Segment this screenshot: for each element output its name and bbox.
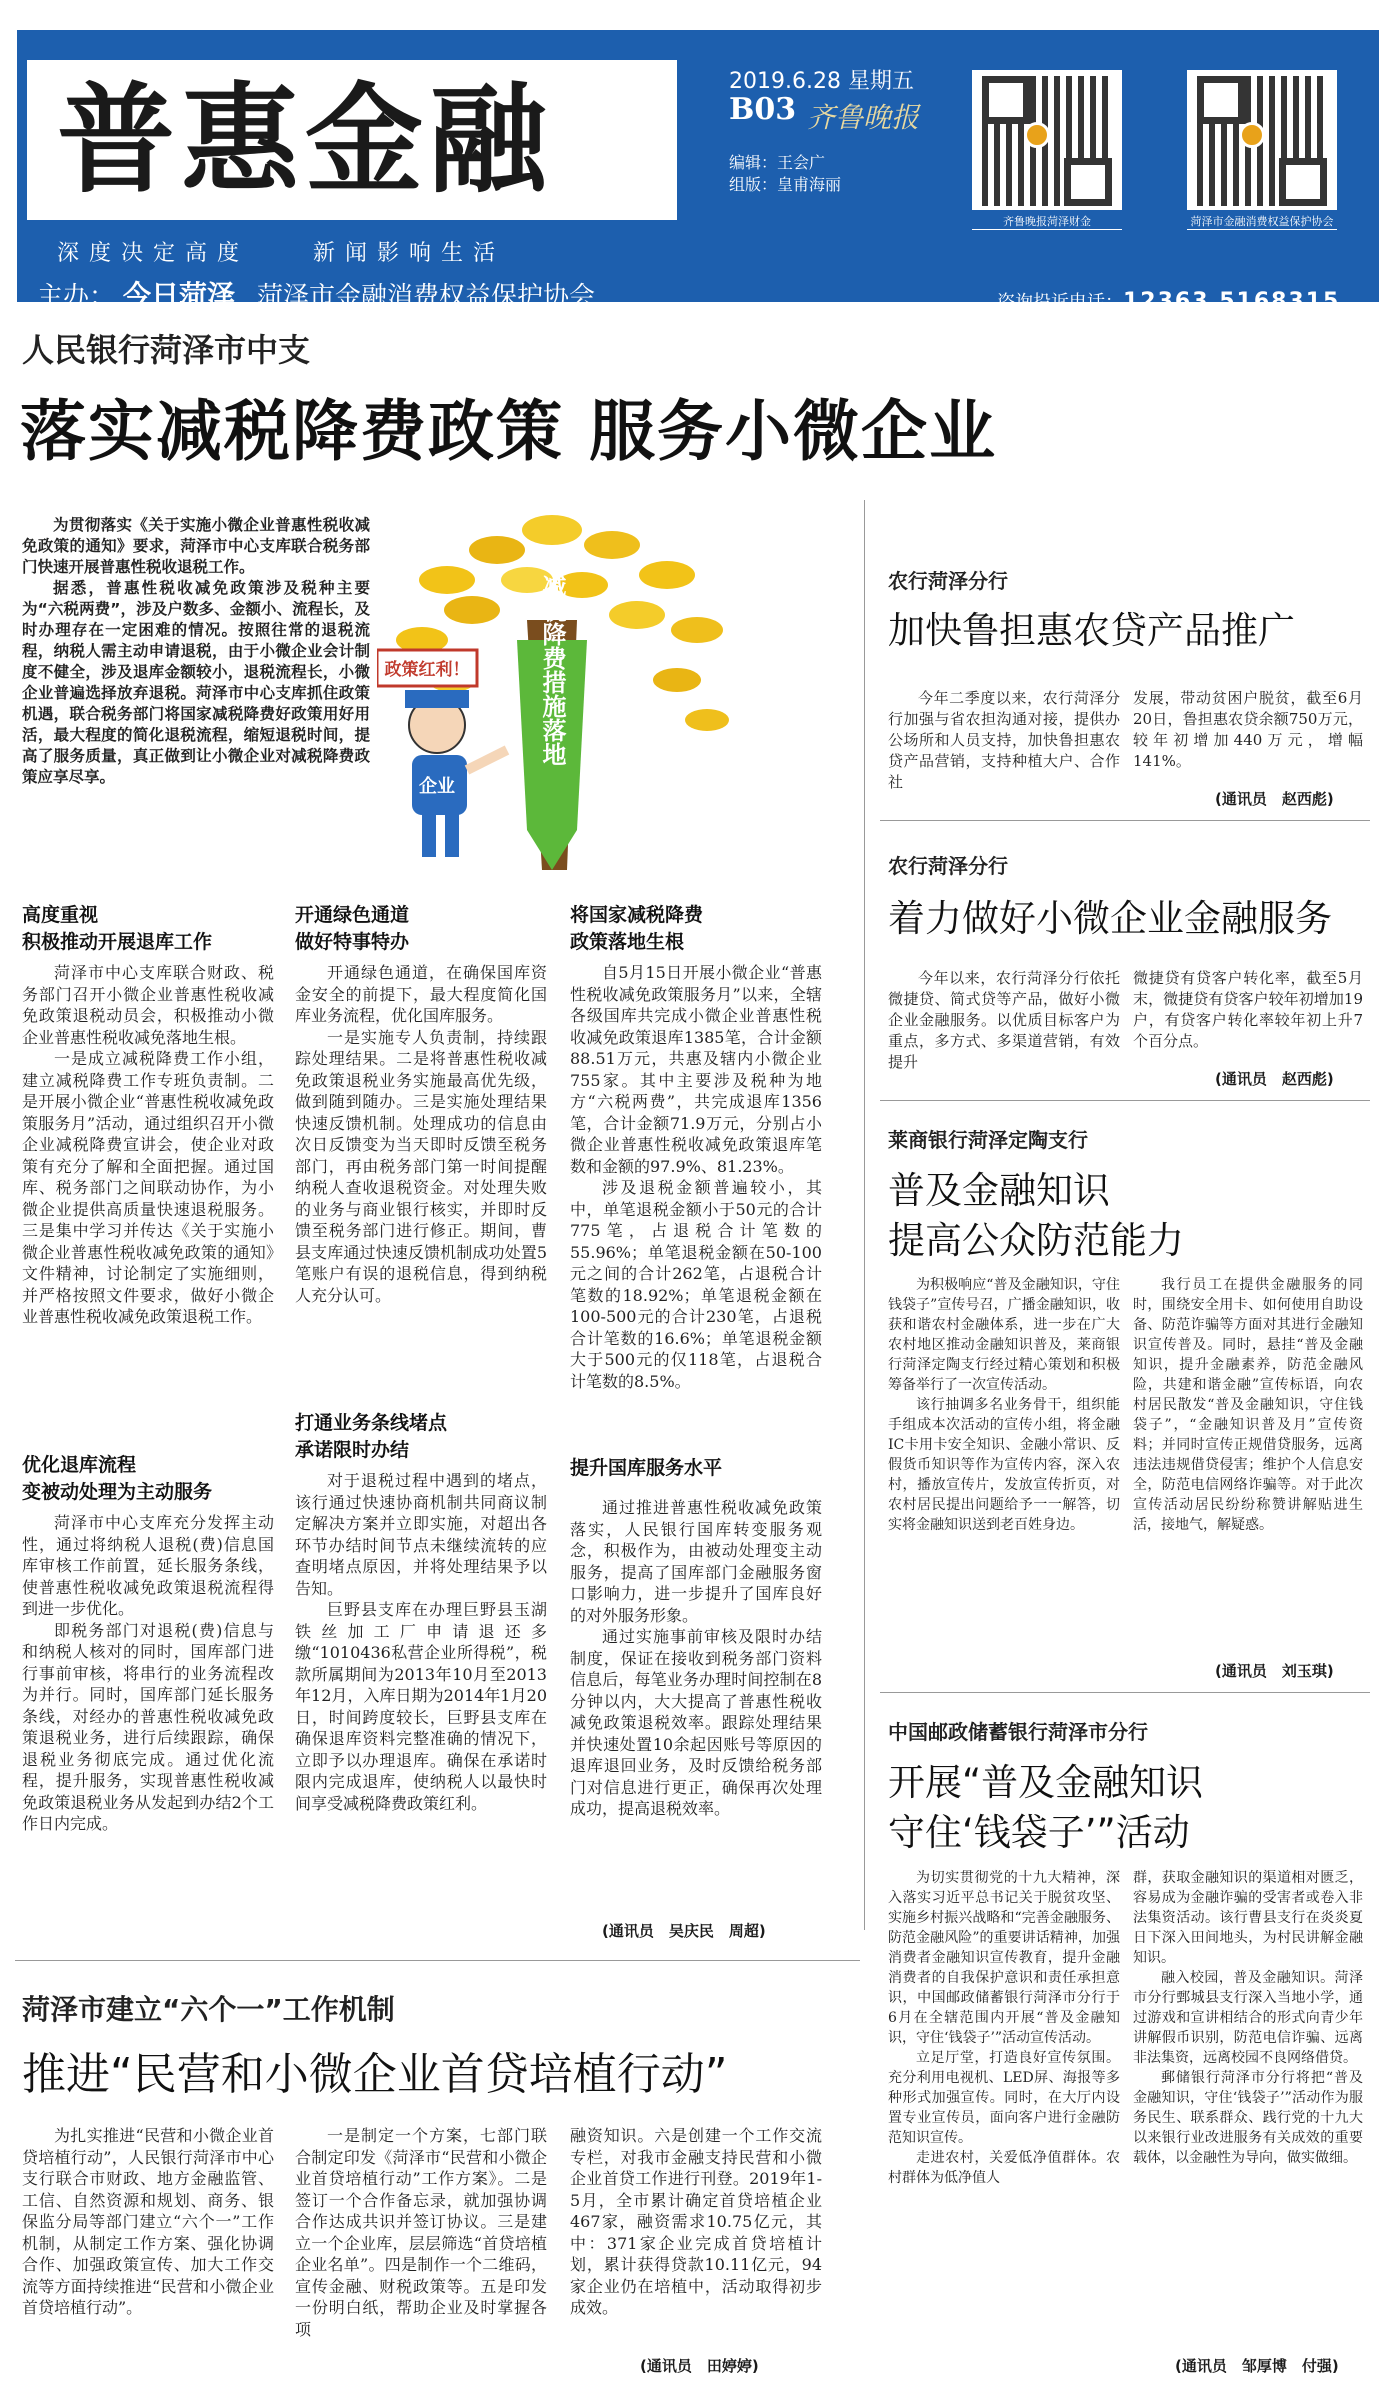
- enterprise-label: 企业: [419, 776, 455, 797]
- paragraph: 今年二季度以来，农行菏泽分行加强与省农担沟通对接，提供办公场所和人员支持，加快鲁担惠农贷产品营销，支持种植大户、合作社: [888, 689, 1120, 791]
- paragraph: 对于退税过程中遇到的堵点，该行通过快速协商机制共同商议制定解决方案并立即实施，对超出各环节办结时间节点未继续流转的应查明堵点原因，并将处理结果予以告知。: [295, 1471, 547, 1598]
- qr-caption-2: 菏泽市金融消费权益保护协会: [1187, 210, 1337, 229]
- bottom-col1: [22, 2125, 274, 2319]
- enterprise-figure: [405, 690, 507, 857]
- heading-line: 打通业务条线堵点: [295, 1412, 448, 1434]
- lead-col1-text2: [22, 1512, 274, 1835]
- paragraph: 为切实贯彻党的十九大精神，深入落实习近平总书记关于脱贫攻坚、实施乡村振兴战略和“完善金融服务、防范金融风险”的重要讲话精神，加强消费者金融知识宣传教育，提升金融消费者的自我保护意识和责任承担意识，中国邮政储蓄银行菏泽市分行于6月在全辖范围内开展“普及金融知识，守住‘钱袋子’”活动宣传活动。: [888, 1870, 1120, 2046]
- issue-date: 2019.6.28 星期五: [729, 69, 914, 94]
- a1-text-left: [888, 688, 1120, 793]
- paragraph: 一是制定一个方案，七部门联合制定印发《菏泽市“民营和小微企业首贷培植行动”工作方案》。二是签订一个合作备忘录，就加强协调合作达成共识并签订协议。三是建立一个企业库，层层筛选“首贷培植企业名单”。四是制作一个二维码，宣传金融、财税政策等。五是印发一份明白纸，帮助企业及时掌握各项: [295, 2126, 547, 2339]
- hotline: [997, 288, 1340, 314]
- bottom-headline: 推进“民营和小微企业首贷培植行动”: [22, 2049, 728, 2100]
- masthead: [17, 30, 1379, 314]
- article-divider: [880, 1692, 1370, 1693]
- a3-text-left: [888, 1275, 1120, 1535]
- a4-text-right: [1133, 1868, 1363, 2168]
- tax-cut-illustration: [377, 500, 737, 880]
- layout-editor: 组版：皇甫海丽: [729, 175, 842, 194]
- qr-logo-icon: [1024, 122, 1050, 148]
- paragraph: 通过推进普惠性税收减免政策落实，人民银行国库转变服务观念，积极作为，由被动处理变主动服务，提高了国库部门金融服务窗口影响力，进一步提升了国库良好的对外服务形象。: [570, 1498, 822, 1625]
- a3-headline-2: 提高公众防范能力: [888, 1219, 1184, 1262]
- a2-kicker: 农行菏泽分行: [888, 854, 1008, 878]
- paragraph: 开通绿色通道，在确保国库资金安全的前提下，最大程度简化国库业务流程，优化国库服务。: [295, 963, 547, 1025]
- column-divider: [864, 500, 865, 1930]
- lead-col3-text2: [570, 1497, 822, 1820]
- lead-intro: [22, 515, 370, 788]
- lead-intro-p2: 据悉，普惠性税收减免政策涉及税种主要为“六税两费”，涉及户数多、金额小、流程长，及时办理存在一定困难的情况。按照往常的退税流程，纳税人需主动申请退税，由于小微企业会计制度不健全，涉及退库金额较小，退税流程长，小微企业普遍选择放弃退税。菏泽市中心支库抓住政策机遇，联合税务部门将国家减税降费好政策用好用活，最大程度的简化退税流程，缩短退税时间，提高了服务质量，真正做到让小微企业对减税降费政策应享尽享。: [22, 579, 370, 786]
- a3-text-right: [1133, 1275, 1363, 1535]
- a2-text-right: [1133, 968, 1363, 1052]
- slogan: 深度决定高度 新闻影响生活: [57, 241, 506, 266]
- host-label: 主办：: [37, 282, 116, 312]
- lead-col3-heading2: [570, 1455, 830, 1482]
- a1-text-right: [1133, 688, 1363, 772]
- paragraph: 群，获取金融知识的渠道相对匮乏，容易成为金融诈骗的受害者或卷入非法集资活动。该行曹县支行在炎炎夏日下深入田间地头，为村民讲解金融知识。: [1133, 1870, 1363, 1966]
- paragraph: 为积极响应“普及金融知识，守住钱袋子”宣传号召，广播金融知识，收获和谐农村金融体系，进一步在广大农村地区推动金融知识普及，莱商银行菏泽定陶支行经过精心策划和积极筹备举行了一次宣传活动。: [888, 1277, 1120, 1393]
- heading-line: 积极推动开展退库工作: [22, 931, 213, 953]
- bottom-byline: (通讯员 田婷婷): [640, 2357, 759, 2375]
- host-brand: 今日菏泽: [123, 279, 236, 312]
- hotline-label: 咨询投诉电话：: [997, 292, 1123, 313]
- paragraph: 即税务部门对退税(费)信息与和纳税人核对的同时，国库部门进行事前审核，将串行的业务流程改为并行。同时，国库部门延长服务条线，对经办的普惠性税收减免政策退税业务，进行后续跟踪，确保退税业务彻底完成。通过优化流程，提升服务，实现普惠性税收减免政策退税业务从发起到办结2个工作日内完成。: [22, 1620, 274, 1833]
- article-divider: [880, 1100, 1370, 1101]
- heading-line: 将国家减税降费: [570, 904, 704, 926]
- lead-col1-heading2: [22, 1452, 282, 1506]
- qr-caption-1: 齐鲁晚报菏泽财金: [972, 210, 1122, 229]
- paragraph: 巨野县支库在办理巨野县玉湖铁丝加工厂申请退还多缴“1010436私营企业所得税”，税款所属期间为2013年10月至2013年12月，入库日期为2014年1月20日，时间跨度较长，巨野县支库在确保退库资料完整准确的情况下，立即予以办理退库。确保在承诺时限内完成退库，使纳税人以最快时间享受减税降费政策红利。: [295, 1600, 547, 1813]
- heading-line: 政策落地生根: [570, 931, 685, 953]
- paragraph: 该行抽调多名业务骨干，组织能手组成本次活动的宣传小组，将金融IC卡用卡安全知识、金融小常识、反假货币知识等作为宣传内容，深入农村，播放宣传片，发放宣传折页，对农村居民提出问题给予一一解答，切实将金融知识送到老百姓身边。: [888, 1397, 1120, 1533]
- paragraph: 立足厅堂，打造良好宣传氛围。充分利用电视机、LED屏、海报等多种形式加强宣传。同时，在大厅内设置专业宣传员，面向客户进行金融防范知识宣传。: [888, 2050, 1120, 2146]
- paragraph: 菏泽市中心支库联合财政、税务部门召开小微企业普惠性税收减免政策退税动员会，积极推动小微企业普惠性税收减免落地生根。: [22, 963, 274, 1047]
- paragraph: 一是成立减税降费工作小组，建立减税降费工作专班负责制。二是开展小微企业“普惠性税收减免政策服务月”活动，通过组织召开小微企业减税降费宣讲会，使企业对政策有充分了解和全面把握。通过国库、税务部门之间联动协作，为小微企业提供高质量快速退税服务。三是集中学习并传达《关于实施小微企业普惠性税收减免政策的通知》文件精神，讨论制定了实施细则，并严格按照文件要求，做好小微企业普惠性税收减免政策退税工作。: [22, 1049, 274, 1326]
- a1-headline: 加快鲁担惠农贷产品推广: [888, 609, 1295, 652]
- a1-kicker: 农行菏泽分行: [888, 569, 1008, 593]
- paragraph: 融资知识。六是创建一个工作交流专栏，对我市金融支持民营和小微企业首贷工作进行刊登。2019年1-5月，全市累计确定首贷培植企业467家，融资需求10.75亿元，其中：371家企业完成首贷培植计划，累计获得贷款10.11亿元，94家企业仍在培植中，活动取得初步成效。: [570, 2126, 822, 2317]
- lead-col2-heading2: [295, 1410, 555, 1464]
- lead-intro-p1: 为贯彻落实《关于实施小微企业普惠性税收减免政策的通知》要求，菏泽市中心支库联合税务部门快速开展普惠性税收退税工作。: [22, 516, 370, 576]
- paragraph: 通过实施事前审核及限时办结制度，保证在接收到税务部门资料信息后，每笔业务办理时间控制在8分钟以内，大大提高了普惠性税收减免政策退税效率。跟踪处理结果并快速处置10余起因账号等原因的退库退回业务，及时反馈给税务部门对信息进行更正，确保再次处理成功，提高退税效率。: [570, 1627, 822, 1818]
- paper-name: 齐鲁晚报: [807, 101, 920, 134]
- lead-col2-text1: [295, 962, 547, 1306]
- a4-text-left: [888, 1868, 1120, 2188]
- paragraph: 为扎实推进“民营和小微企业首贷培植行动”，人民银行菏泽市中心支行联合市财政、地方金融监管、工信、自然资源和规划、商务、银保监分局等部门建立“六个一”工作机制，从制定工作方案、强化协调合作、加强政策宣传、加大工作交流等方面持续推进“民营和小微企业首贷培植行动”。: [22, 2126, 274, 2317]
- paragraph: 菏泽市中心支库充分发挥主动性，通过将纳税人退税(费)信息国库审核工作前置，延长服务条线，使普惠性税收减免政策退税流程得到进一步优化。: [22, 1513, 274, 1618]
- lead-col1-heading1: [22, 902, 282, 956]
- qr-logo-icon: [1239, 122, 1265, 148]
- a2-text-left: [888, 968, 1120, 1073]
- heading-line: 开通绿色通道: [295, 904, 410, 926]
- bottom-col2: [295, 2125, 547, 2340]
- a4-headline-2: 守住‘钱袋子’”活动: [888, 1811, 1190, 1854]
- lead-col2-heading1: [295, 902, 555, 956]
- heading-line: 优化退库流程: [22, 1454, 137, 1476]
- a3-kicker: 莱商银行菏泽定陶支行: [888, 1128, 1088, 1152]
- lead-col2-text2: [295, 1470, 547, 1814]
- paragraph: 发展，带动贫困户脱贫，截至6月20日，鲁担惠农贷余额750万元，较年初增加440万元，增幅141%。: [1133, 689, 1363, 770]
- qr-code-2[interactable]: [1187, 70, 1337, 230]
- qr-code-1[interactable]: [972, 70, 1122, 230]
- heading-line: 做好特事特办: [295, 931, 410, 953]
- heading-line: 高度重视: [22, 904, 99, 926]
- tree-text: 减税降费措施落地: [538, 574, 566, 766]
- heading-line: 承诺限时办结: [295, 1439, 410, 1461]
- heading-line: 变被动处理为主动服务: [22, 1481, 213, 1503]
- lead-byline: (通讯员 吴庆民 周超): [602, 1922, 766, 1940]
- lead-headline: 落实减税降费政策 服务小微企业: [20, 393, 997, 470]
- lead-col3-heading1: [570, 902, 830, 956]
- article-divider: [880, 820, 1370, 821]
- a1-byline: (通讯员 赵西彪): [1215, 790, 1334, 808]
- a3-headline-1: 普及金融知识: [888, 1169, 1110, 1212]
- paragraph: 我行员工在提供金融服务的同时，围绕安全用卡、如何使用自助设备、防范诈骗等方面对其进行金融知识宣传普及。同时，悬挂“普及金融知识，提升金融素养，防范金融风险，共建和谐金融”宣传标语，向农村居民散发“普及金融知识，守住钱袋子”，“金融知识普及月”宣传资料；并同时宣传正规借贷服务，远离违法违规借贷侵害；维护个人信息安全，防范电信网络诈骗等。对于此次宣传活动居民纷纷称赞讲解贴进生活，接地气，解疑惑。: [1133, 1277, 1363, 1533]
- paragraph: 微捷贷有贷客户转化率，截至5月末，微捷贷有贷客户较年初增加19户，有贷客户转化率较年初上升7个百分点。: [1133, 969, 1363, 1050]
- lead-col1-text1: [22, 962, 274, 1328]
- paragraph: 融入校园，普及金融知识。菏泽市分行鄄城县支行深入当地小学，通过游戏和宣讲相结合的形式向青少年讲解假币识别，防范电信诈骗、远离非法集资，远离校园不良网络借贷。: [1133, 1970, 1363, 2066]
- a2-byline: (通讯员 赵西彪): [1215, 1070, 1334, 1088]
- paragraph: 自5月15日开展小微企业“普惠性税收减免政策服务月”以来，全辖各级国库共完成小微企业普惠性税收减免政策退库1385笔，合计金额88.51万元，共惠及辖内小微企业755家。其中主要涉及税种为地方“六税两费”，共完成退库1356笔，合计金额71.9万元，分别占小微企业普惠性税收减免政策退库笔数和金额的97.9%、81.23%。: [570, 963, 822, 1176]
- logo-box: [27, 60, 677, 220]
- heading-line: 提升国库服务水平: [570, 1457, 723, 1479]
- host-org: 菏泽市金融消费权益保护协会: [257, 282, 596, 312]
- a3-byline: (通讯员 刘玉琪): [1215, 1662, 1334, 1680]
- page-title: 普惠金融: [57, 70, 554, 209]
- paragraph: 涉及退税金额普遍较小，其中，单笔退税金额小于50元的合计775笔，占退税合计笔数的55.96%；单笔退税金额在50-100元之间的合计262笔，占退税合计笔数的18.92%；单笔退税金额在100-500元的合计230笔，占退税合计笔数的16.6%；单笔退税金额大于500元的仅118笔，占退税合计笔数的8.5%。: [570, 1178, 822, 1391]
- host-line: [37, 274, 595, 314]
- editor: 编辑：王会广: [729, 153, 826, 172]
- bottom-kicker: 菏泽市建立“六个一”工作机制: [22, 1993, 395, 2026]
- hotline-numbers: 12363 5168315: [1123, 289, 1341, 314]
- paragraph: 郵储银行菏泽市分行将把“普及金融知识，守住‘钱袋子’”活动作为服务民生、联系群众、践行党的十九大以来银行业改进服务有关成效的重要载体，以金融性为导向，做实做细。: [1133, 2070, 1363, 2166]
- page-number: B03: [729, 92, 797, 127]
- a4-kicker: 中国邮政储蓄银行菏泽市分行: [888, 1720, 1148, 1744]
- a2-headline: 着力做好小微企业金融服务: [888, 897, 1332, 940]
- paragraph: 走进农村，关爱低净值群体。农村群体为低净值人: [888, 2150, 1120, 2186]
- editors: [729, 152, 841, 196]
- a4-headline-1: 开展“普及金融知识: [888, 1761, 1204, 1804]
- paragraph: 今年以来，农行菏泽分行依托微捷贷、简式贷等产品，做好小微企业金融服务。以优质目标客户为重点，多方式、多渠道营销，有效提升: [888, 969, 1120, 1071]
- a4-byline: (通讯员 邹厚博 付强): [1175, 2357, 1339, 2375]
- policy-sign-text: 政策红利！: [384, 660, 470, 680]
- paragraph: 一是实施专人负责制，持续跟踪处理结果。二是将普惠性税收减免政策退税业务实施最高优先级，做到随到随办。三是实施处理结果快速反馈机制。处理成功的信息由次日反馈变为当天即时反馈至税务部门，再由税务部门第一时间提醒纳税人查收退税资金。对处理失败的业务与商业银行核实，并即时反馈至税务部门进行修正。期间，曹县支库通过快速反馈机制成功处置5笔账户有误的退税信息，得到纳税人充分认可。: [295, 1027, 547, 1305]
- lead-kicker: 人民银行菏泽市中支: [22, 331, 311, 369]
- bottom-col3: [570, 2125, 822, 2319]
- lead-col3-text1: [570, 962, 822, 1392]
- section-divider: [15, 1960, 860, 1961]
